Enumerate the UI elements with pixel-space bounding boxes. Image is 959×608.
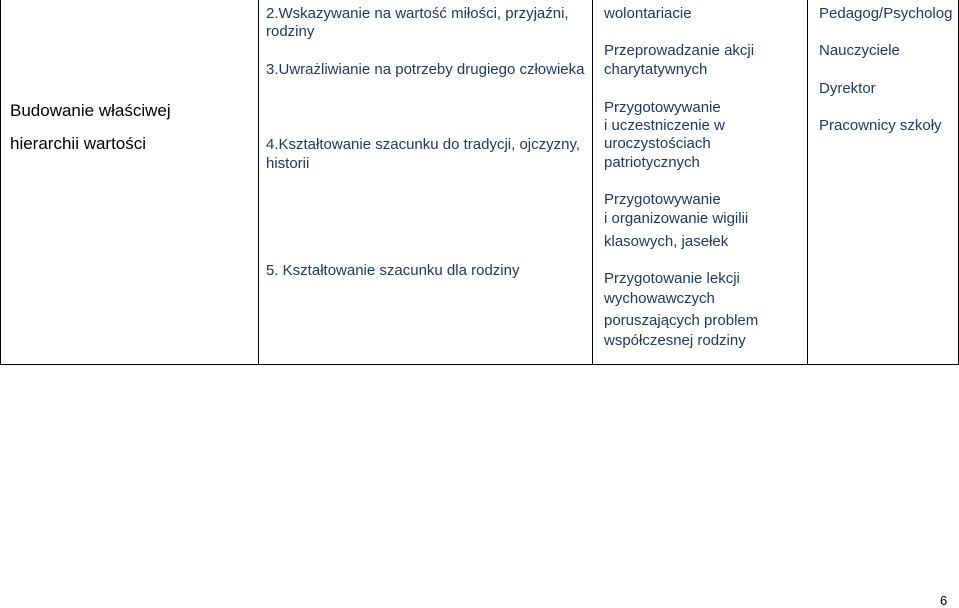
activity-patriotic-line-4: patriotycznych: [604, 154, 700, 171]
activity-wigilia-line-2: i organizowanie wigilii: [604, 210, 749, 227]
responsible-pedagog: Pedagog/Psycholog: [819, 5, 953, 22]
task-4-line-1: 4.Kształtowanie szacunku do tradycji, ojczyzny,: [266, 136, 581, 153]
activity-patriotic-line-1: Przygotowywanie: [604, 99, 721, 116]
goal-line-1: Budowanie właściwej: [10, 101, 171, 120]
task-2-line-2: rodziny: [266, 23, 315, 40]
tasks-column: [259, 0, 593, 365]
activity-lesson-line-1: Przygotowanie lekcji: [604, 270, 740, 287]
activity-lesson-line-4: współczesnej rodziny: [604, 332, 746, 349]
activity-lesson-line-3: poruszających problem: [604, 312, 759, 329]
responsible-staff: Pracownicy szkoły: [819, 117, 942, 134]
activity-volunteering: wolontariacie: [604, 5, 692, 22]
activity-wigilia-line-3: klasowych, jasełek: [604, 233, 729, 250]
activity-charity-line-2: charytatywnych: [604, 61, 708, 78]
activity-charity-line-1: Przeprowadzanie akcji: [604, 42, 755, 59]
goal-line-2: hierarchii wartości: [10, 134, 147, 153]
responsible-director: Dyrektor: [819, 80, 876, 97]
task-2-line-1: 2.Wskazywanie na wartość miłości, przyjaźni,: [266, 5, 569, 22]
goal-column: [1, 0, 259, 365]
activity-lesson-line-2: wychowawczych: [604, 290, 715, 307]
task-4-line-2: historii: [266, 155, 310, 172]
activity-wigilia-line-1: Przygotowywanie: [604, 191, 721, 208]
activity-patriotic-line-3: uroczystościach: [604, 135, 711, 152]
responsible-teachers: Nauczyciele: [819, 42, 900, 59]
task-5: 5. Kształtowanie szacunku dla rodziny: [266, 262, 520, 279]
task-3: 3.Uwrażliwianie na potrzeby drugiego człowieka: [266, 61, 585, 78]
page-number: 6: [940, 593, 948, 608]
activity-patriotic-line-2: i uczestniczenie w: [604, 117, 725, 134]
